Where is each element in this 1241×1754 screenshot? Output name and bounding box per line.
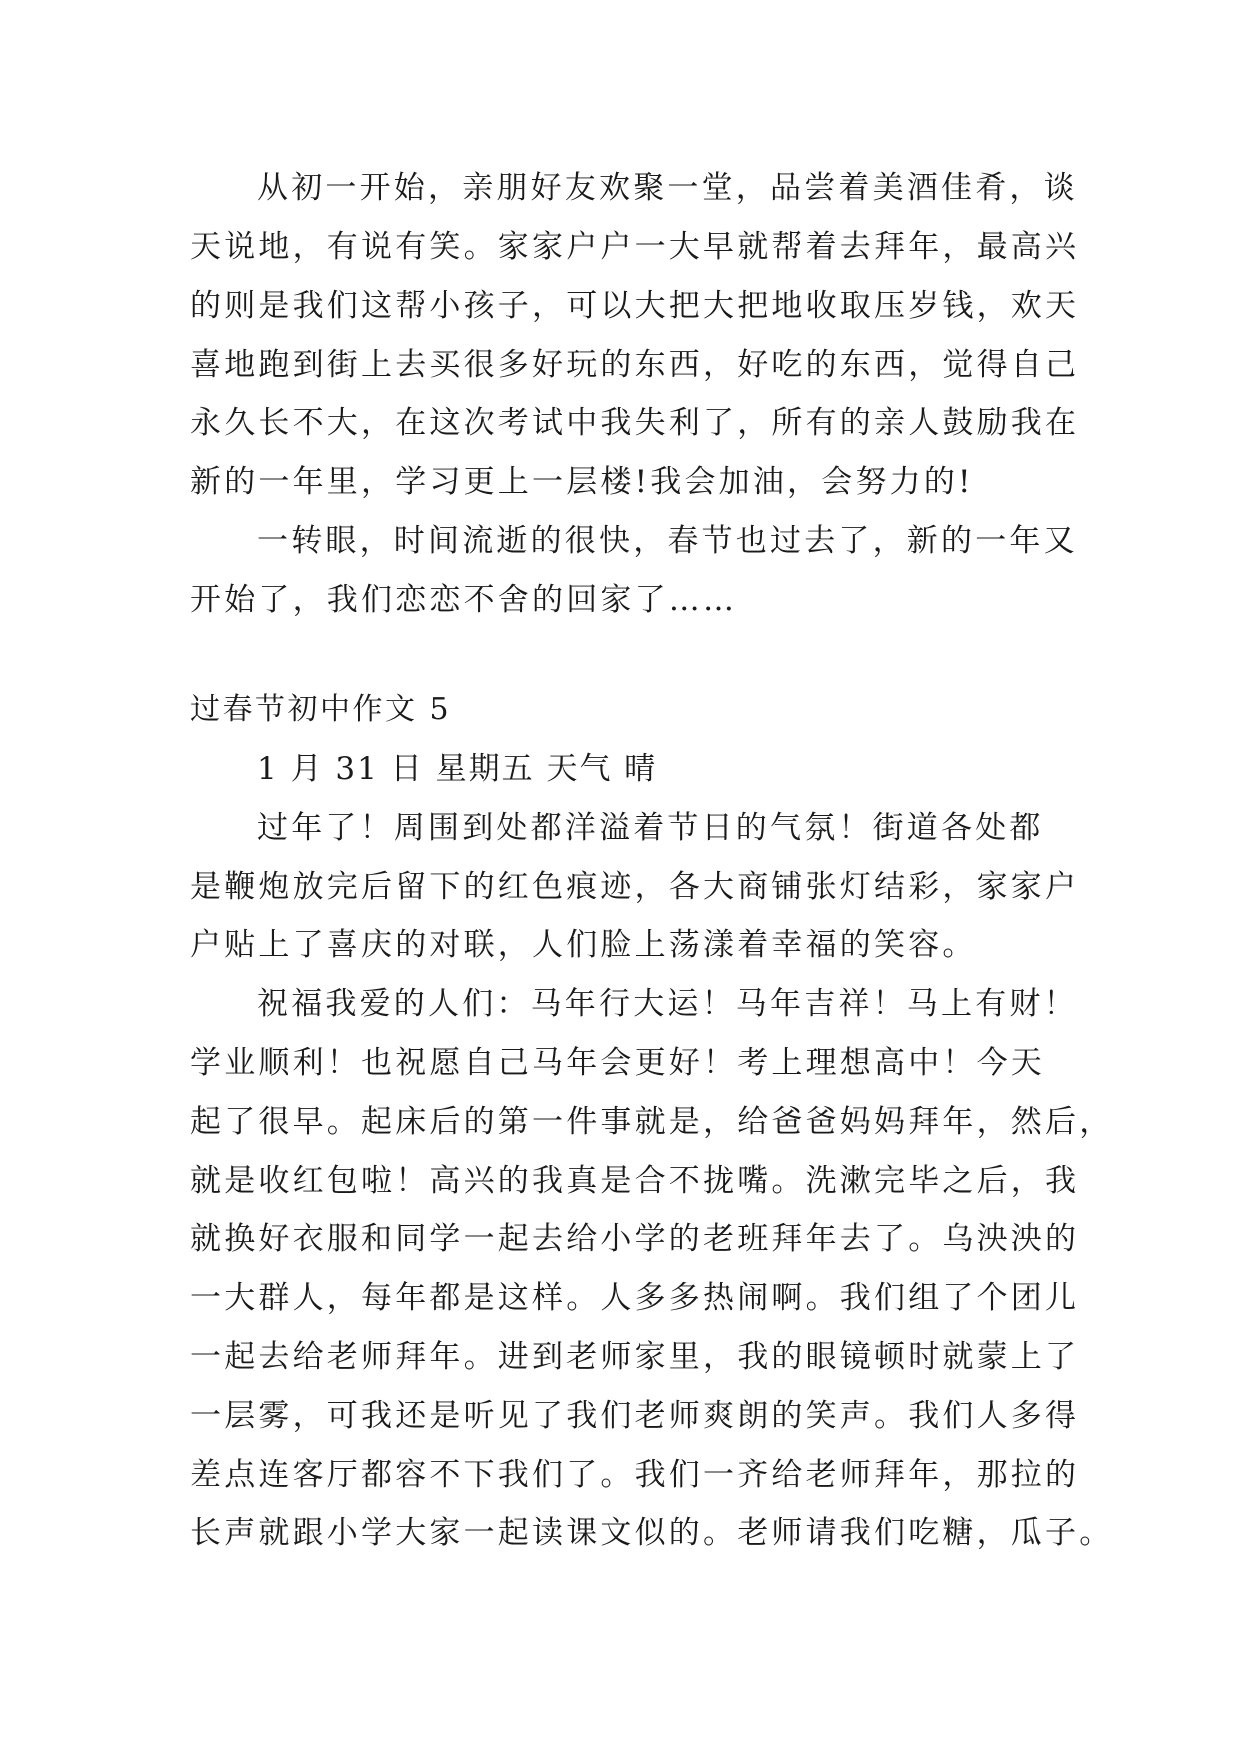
paragraph-line: 起了很早。起床后的第一件事就是，给爸爸妈妈拜年，然后， (190, 1104, 1114, 1140)
paragraph-line: 学业顺利！也祝愿自己马年会更好！考上理想高中！今天 (190, 1045, 1045, 1081)
paragraph-line: 永久长不大，在这次考试中我失利了，所有的亲人鼓励我在 (190, 405, 1080, 441)
paragraph-line: 就换好衣服和同学一起去给小学的老班拜年去了。乌泱泱的 (190, 1221, 1080, 1257)
section-title: 过春节初中作文 5 (190, 692, 452, 727)
paragraph-line: 一大群人，每年都是这样。人多多热闹啊。我们组了个团儿 (190, 1280, 1080, 1316)
paragraph-line: 开始了，我们恋恋不舍的回家了…… (190, 582, 738, 618)
paragraph-line: 新的一年里，学习更上一层楼!我会加油，会努力的! (190, 464, 974, 500)
paragraph-line: 喜地跑到街上去买很多好玩的东西，好吃的东西，觉得自己 (190, 347, 1080, 383)
paragraph-line: 户贴上了喜庆的对联，人们脸上荡漾着幸福的笑容。 (190, 927, 977, 963)
paragraph-line: 长声就跟小学大家一起读课文似的。老师请我们吃糖，瓜子。 (190, 1515, 1114, 1551)
paragraph-line: 祝福我爱的人们：马年行大运！马年吉祥！马上有财！ (257, 986, 1078, 1022)
paragraph-line: 差点连客厅都容不下我们了。我们一齐给老师拜年，那拉的 (190, 1457, 1080, 1493)
paragraph-line: 一起去给老师拜年。进到老师家里，我的眼镜顿时就蒙上了 (190, 1339, 1080, 1375)
paragraph-line: 的则是我们这帮小孩子，可以大把大把地收取压岁钱，欢天 (190, 288, 1080, 324)
paragraph-line: 从初一开始，亲朋好友欢聚一堂，品尝着美酒佳肴，谈 (257, 170, 1078, 206)
paragraph-line: 过年了！周围到处都洋溢着节日的气氛！街道各处都 (257, 810, 1044, 846)
paragraph-line: 一层雾，可我还是听见了我们老师爽朗的笑声。我们人多得 (190, 1398, 1080, 1434)
date-line: 1 月 31 日 星期五 天气 晴 (257, 751, 658, 787)
paragraph-line: 就是收红包啦！高兴的我真是合不拢嘴。洗漱完毕之后，我 (190, 1163, 1080, 1199)
paragraph-line: 是鞭炮放完后留下的红色痕迹，各大商铺张灯结彩，家家户 (190, 869, 1080, 905)
paragraph-line: 天说地，有说有笑。家家户户一大早就帮着去拜年，最高兴 (190, 229, 1080, 265)
paragraph-line: 一转眼，时间流逝的很快，春节也过去了，新的一年又 (257, 523, 1078, 559)
